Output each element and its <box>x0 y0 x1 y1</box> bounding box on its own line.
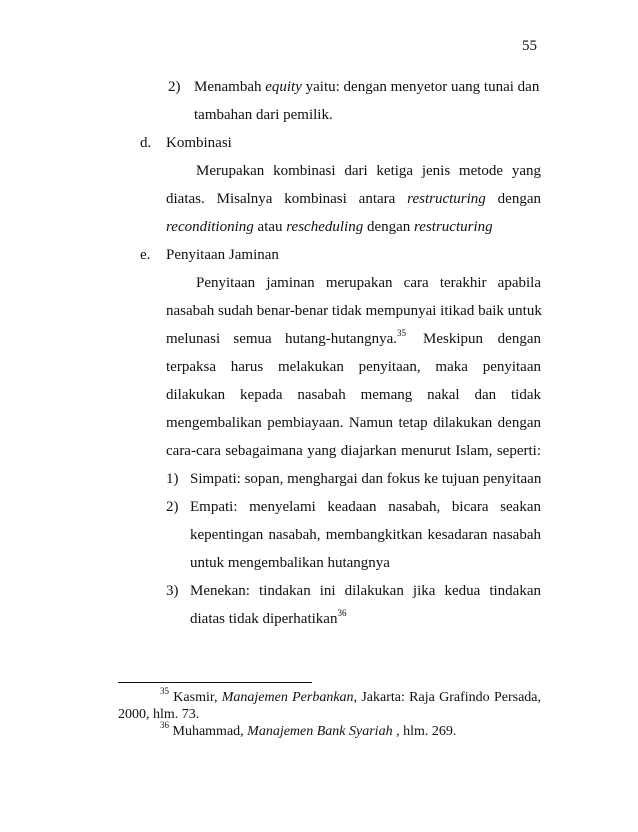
list-number: 3) <box>166 583 179 599</box>
text-line: diatas. Misalnya kombinasi antara restructuring dengan <box>166 191 541 207</box>
text-line: Merupakan kombinasi dari ketiga jenis metode yang <box>196 163 541 179</box>
text-line: Meskipun dengan <box>423 331 541 347</box>
footnote-ref: 35 <box>397 328 406 338</box>
section-letter: d. <box>140 135 152 151</box>
text-line: mengembalikan pembiayaan. Namun tetap dilakukan dengan <box>166 415 541 431</box>
text-line: tambahan dari pemilik. <box>194 107 333 123</box>
section-letter: e. <box>140 247 151 263</box>
list-item: kepentingan nasabah, membangkitkan kesadaran nasabah <box>190 527 541 543</box>
footnote: 2000, hlm. 73. <box>118 707 200 722</box>
list-number: 2) <box>166 499 179 515</box>
text-line: terpaksa harus melakukan penyitaan, maka penyitaan <box>166 359 541 375</box>
text-line: nasabah sudah benar-benar tidak mempunyai itikad baik untuk <box>166 303 542 319</box>
footnote-ref: 36 <box>337 608 347 618</box>
list-number: 1) <box>166 471 179 487</box>
text-line: reconditioning atau rescheduling dengan restructuring <box>166 219 493 235</box>
list-item: diatas tidak diperhatikan$^{36}$ <box>190 608 347 627</box>
list-item: Empati: menyelami keadaan nasabah, bicara seakan <box>190 499 541 515</box>
list-item: Simpati: sopan, menghargai dan fokus ke tujuan penyitaan <box>190 471 542 487</box>
footnote: $^{36}$ Muhammad, Manajemen Bank Syariah , hlm. 269. <box>160 720 457 739</box>
page-number: 55 <box>522 38 537 54</box>
text-line: dilakukan kepada nasabah memang nakal dan tidak <box>166 387 541 403</box>
section-heading: Kombinasi <box>166 135 232 151</box>
text-line: melunasi semua hutang-hutangnya.$^{35}$ <box>166 328 406 347</box>
text-line: Penyitaan jaminan merupakan cara terakhir apabila <box>196 275 541 291</box>
list-item: untuk mengembalikan hutangnya <box>190 555 390 571</box>
footnote: $^{35}$ Kasmir, Manajemen Perbankan, Jakarta: Raja Grafindo Persada, <box>160 686 541 705</box>
footnote-divider <box>118 682 312 683</box>
text-line: Menambah equity yaitu: dengan menyetor uang tunai dan <box>194 79 540 95</box>
section-heading: Penyitaan Jaminan <box>166 247 279 263</box>
text-line: cara-cara sebagaimana yang diajarkan menurut Islam, seperti: <box>166 443 541 459</box>
list-number: 2) <box>168 79 181 95</box>
list-item: Menekan: tindakan ini dilakukan jika kedua tindakan <box>190 583 541 599</box>
